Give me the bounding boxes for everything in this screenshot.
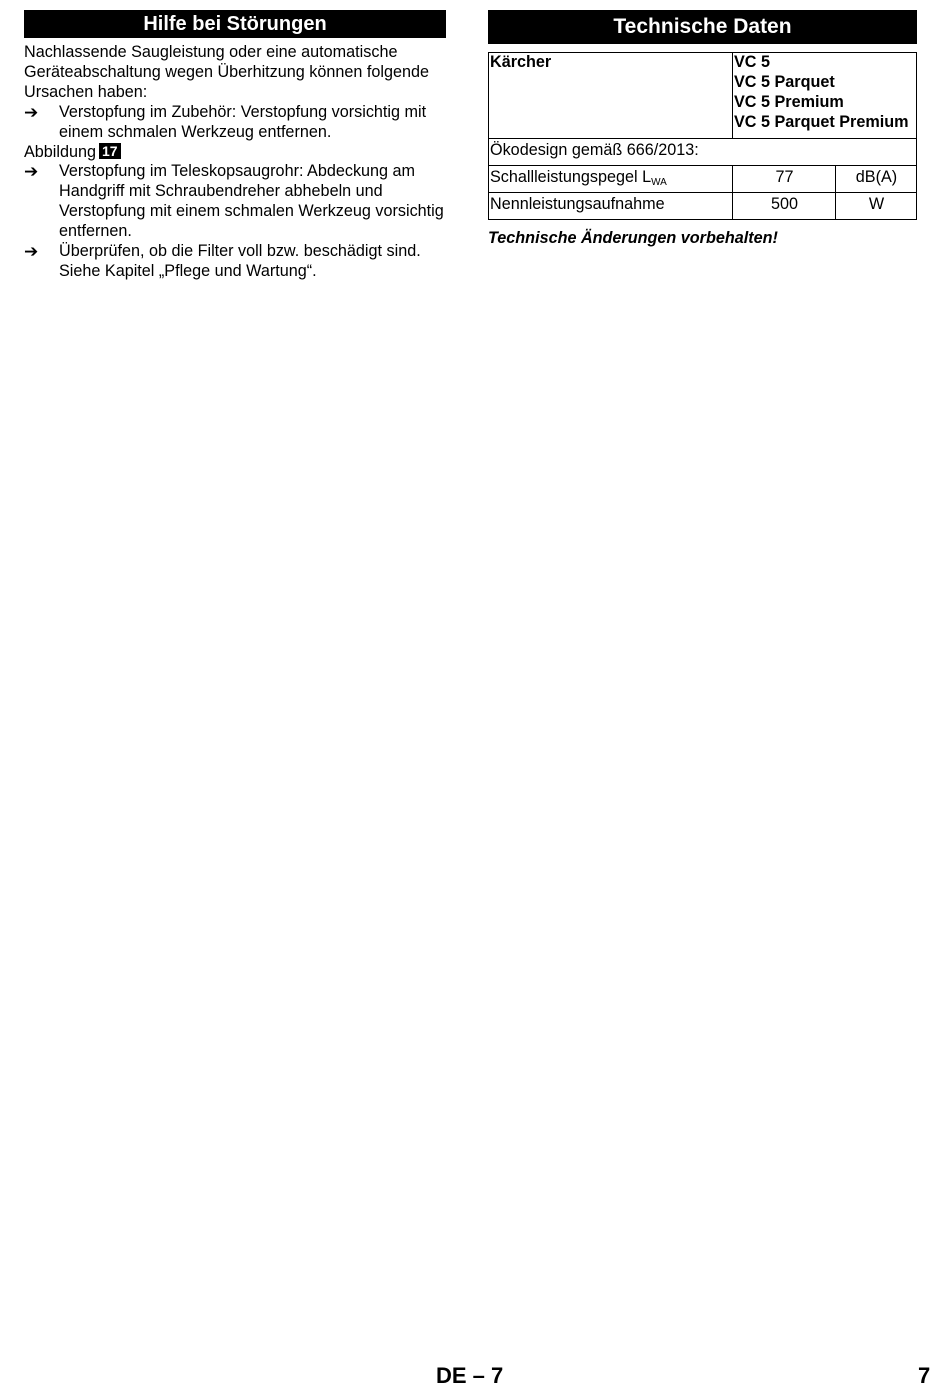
technical-data-table <box>488 52 917 220</box>
technical-data-section <box>488 10 917 248</box>
technical-changes-note: Technische Änderungen vorbehalten! <box>488 229 778 247</box>
table-row <box>489 53 917 139</box>
row-value: 500 <box>733 193 836 220</box>
table-row <box>489 193 917 220</box>
bullet-text: Überprüfen, ob die Filter voll bzw. beschädigt sind. Siehe Kapitel „Pflege und Wartung“. <box>59 242 421 280</box>
figure-number-badge: 17 <box>99 143 121 159</box>
row-label: Nennleistungsaufnahme <box>489 193 733 220</box>
technical-data-heading: Technische Daten <box>488 10 917 44</box>
table-row <box>489 139 917 166</box>
arrow-right-icon: ➔ <box>24 162 39 182</box>
arrow-right-icon: ➔ <box>24 242 39 262</box>
model-name: VC 5 <box>734 53 770 71</box>
arrow-right-icon: ➔ <box>24 102 39 122</box>
model-name: VC 5 Parquet <box>734 72 835 91</box>
row-unit: W <box>836 193 917 220</box>
row-value: 77 <box>733 166 836 193</box>
models-cell <box>733 53 917 139</box>
bullet-item <box>24 242 446 282</box>
troubleshooting-heading: Hilfe bei Störungen <box>24 10 446 38</box>
model-name: VC 5 Parquet Premium <box>734 112 909 131</box>
bullet-text: Verstopfung im Teleskopsaugrohr: Abdeckung am Handgriff mit Schraubendreher abhebeln und Verstopfung mit einem schmalen Werkzeug vorsichtig entfernen. <box>59 162 444 241</box>
label-subscript: WA <box>651 177 667 188</box>
table-row <box>489 166 917 193</box>
bullet-item <box>24 162 446 242</box>
troubleshooting-intro: Nachlassende Saugleistung oder eine automatische Geräteabschaltung wegen Überhitzung können folgende Ursachen haben: <box>24 43 429 101</box>
page-footer-label: DE – 7 <box>436 1363 504 1388</box>
bullet-text: Verstopfung im Zubehör: Verstopfung vorsichtig mit einem schmalen Werkzeug entfernen. <box>59 102 427 141</box>
figure-label: Abbildung <box>24 142 97 161</box>
bullet-item <box>24 103 446 143</box>
row-unit: dB(A) <box>836 166 917 193</box>
row-label <box>489 166 733 193</box>
troubleshooting-section <box>24 10 446 282</box>
page-number: 7 <box>918 1363 931 1388</box>
figure-reference <box>24 143 446 163</box>
sound-level-label: Schallleistungspegel L <box>490 168 652 186</box>
brand-cell: Kärcher <box>489 53 733 139</box>
ecodesign-cell: Ökodesign gemäß 666/2013: <box>489 139 917 166</box>
model-name: VC 5 Premium <box>734 92 844 111</box>
